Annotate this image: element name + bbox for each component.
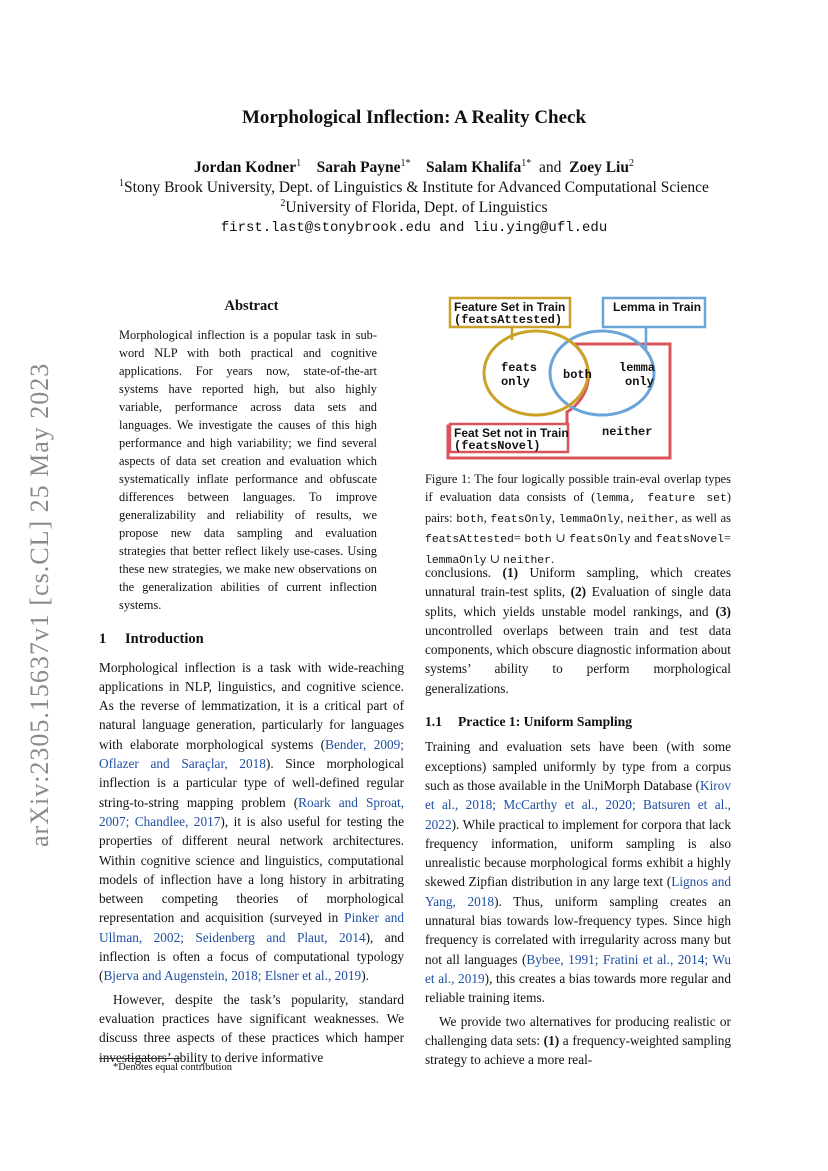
code-term: neither [503,554,551,567]
label-feats-novel: (featsNovel) [454,439,541,453]
right-column [425,563,731,1069]
arxiv-stamp [14,360,58,850]
abstract-heading: Abstract [224,298,279,314]
affil-mark: 1 [119,177,125,189]
region-both: both [563,368,592,382]
author-mark: 1* [521,157,532,169]
citation-link[interactable]: Bjerva and Augenstein, 2018; Elsner et al., 2019 [103,968,362,984]
subsection-heading-1-1 [425,712,731,731]
affiliation-2 [0,198,828,218]
label-feats-not-in-train: Feat Set not in Train [454,426,569,440]
citation-link[interactable]: Bybee, 1991; Fratini et al., 2014; Wu et al., 2019 [425,951,731,986]
code-term: both [524,534,552,547]
author-emails: first.last@stonybrook.edu and liu.ying@ufl.edu [220,220,608,236]
figure-1-caption: Figure 1: The four logically possible train-eval overlap types if evaluation data consists of (lemma, feature set) pairs: both, featsOnly, lemmaOnly, neither, as well as featsAttested= both ∪ featsOnly and featsNovel= lemmaOnly ∪ neither. [425,472,732,567]
intro-paragraph-1: Morphological inflection is a task with wide-reaching applications in NLP, linguistics, and cognitive science. As the reverse of lemmatization, it is a critical part of natural language generation, particularly for languages with elaborate morphological systems (Bender, 2009; Oflazer and Saraçlar, 2018). Since morphological inflection is a particular type of well-defined regular string-to-string mapping problem (Roark and Sproat, 2007; Chandlee, 2017), it is also useful for testing the properties of different neural network architectures. Within cognitive science and linguistics, computational models of inflection have a long history in arbitrating between competing theories of morphological representation and acquisition (surveyed in Pinker and Ullman, 2002; Seidenberg and Plaut, 2014), and inflection is often a focus of computational typology (Bjerva and Augenstein, 2018; Elsner et al., 2019). [99,659,404,984]
label-feats-attested: (featsAttested) [454,313,563,327]
footnote: *Denotes equal contribution [113,1062,232,1073]
code-term: lemma, feature set [595,493,727,506]
bold-marker: (2) [570,584,587,600]
code-term: featsAttested [425,534,514,547]
figure-1-venn [446,296,712,462]
author-mark: 1* [400,157,411,169]
author-name: Salam Khalifa [426,159,522,176]
bold-marker: (1) [502,565,519,580]
author-block [0,158,828,238]
code-term: featsOnly [569,534,631,547]
affil-text: University of Florida, Dept. of Linguistics [285,199,548,216]
author-mark: 1 [296,157,302,169]
region-lemma-only-2: only [625,375,654,389]
citation-link[interactable]: Bender, 2009; Oflazer and Saraçlar, 2018 [99,736,404,772]
right-paragraph-2: Training and evaluation sets have been (with some exceptions) sampled uniformly by type from a corpus such as those available in the UniMorph Database (Kirov et al., 2018; McCarthy et al., 2020; Batsuren et al., 2022). While practical to implement for corpora that lack frequency information, uniform sampling is also unrealistic because morphological forms exhibit a highly skewed Zipfian distribution in any large text (Lignos and Yang, 2018). Thus, uniform sampling creates an unnatural bias towards low-frequency types. Since high frequency is correlated with irregularity across many but not all languages (Bybee, 1991; Fratini et al., 2014; Wu et al., 2019), this creates a bias towards more regular and reliable training items. [425,739,731,1006]
region-feats-only-1: feats [501,361,538,375]
footnote-rule [99,1058,181,1059]
region-lemma-only-1: lemma [619,361,656,375]
subsection-number: 1.1 [425,714,442,730]
citation-link[interactable]: Kirov et al., 2018; McCarthy et al., 2020; Batsuren et al., 2022 [425,777,731,832]
citation-link[interactable]: Roark and Sproat, 2007; Chandlee, 2017 [99,794,404,829]
subsection-title: Practice 1: Uniform Sampling [458,714,633,730]
right-paragraph-3: We provide two alternatives for producing realistic or challenging data sets: (1) a frequency-weighted sampling strategy to achieve a more real- [425,1013,732,1068]
code-term: both [456,513,484,526]
code-term: featsNovel [655,534,724,547]
code-term: lemmaOnly [425,554,487,567]
author-name: Sarah Payne [316,159,401,176]
section-number: 1 [99,631,107,648]
citation-link[interactable]: Pinker and Ullman, 2002; Seidenberg and Plaut, 2014 [99,910,404,945]
affiliation-1 [0,178,828,198]
citation-link[interactable]: Lignos and Yang, 2018 [425,874,731,909]
paper-title: Morphological Inflection: A Reality Check [241,107,587,128]
affil-text: Stony Brook University, Dept. of Linguistics & Institute for Advanced Computational Science [124,179,709,196]
intro-paragraph-2: However, despite the task’s popularity, standard evaluation practices have significant weaknesses. We discuss three aspects of these practices which hamper investigators’ ability to derive informative [99,991,404,1065]
section-title: Introduction [125,631,204,648]
author-and: and [538,159,562,176]
arxiv-id-text: arXiv:2305.15637v1 [cs.CL] 25 May 2023 [25,362,54,847]
code-term: neither [627,513,675,526]
author-mark: 2 [628,157,634,169]
affil-mark: 2 [280,197,286,209]
author-name: Zoey Liu [569,159,629,176]
left-column [99,297,404,1067]
section-heading-introduction [99,630,404,649]
bold-marker: (1) [543,1032,560,1048]
right-paragraph-1: conclusions. (1) Uniform sampling, which creates unnatural train-test splits, (2) Evaluation of single data splits, which yields unstable model rankings, and (3) uncontrolled overlaps between train and test data components, which obscure diagnostic information about systems’ ability to perform morphological generalizations. [425,565,732,696]
code-term: featsOnly [490,513,552,526]
author-names [0,158,828,178]
abstract-text: Morphological inflection is a popular task in sub-word NLP with both practical and cognitive applications. For years now, state-of-the-art systems have reported high, but also highly variable, performance across data sets and languages. We investigate the causes of this high performance and high variability; we find several aspects of data set creation and evaluation which systematically inflate performance and obfuscate differences between languages. To improve generalizability and reliability of results, we propose new data sampling and evaluation strategies that better reflect likely use-cases. Using these new strategies, we make new observations on the generalization abilities of current inflection systems. [119,328,377,613]
code-term: lemmaOnly [558,513,621,526]
region-neither: neither [602,425,653,439]
author-name: Jordan Kodner [194,159,297,176]
region-feats-only-2: only [501,375,530,389]
label-feats-in-train: Feature Set in Train [454,300,566,314]
bold-marker: (3) [715,603,731,619]
label-lemma-in-train: Lemma in Train [613,300,702,314]
